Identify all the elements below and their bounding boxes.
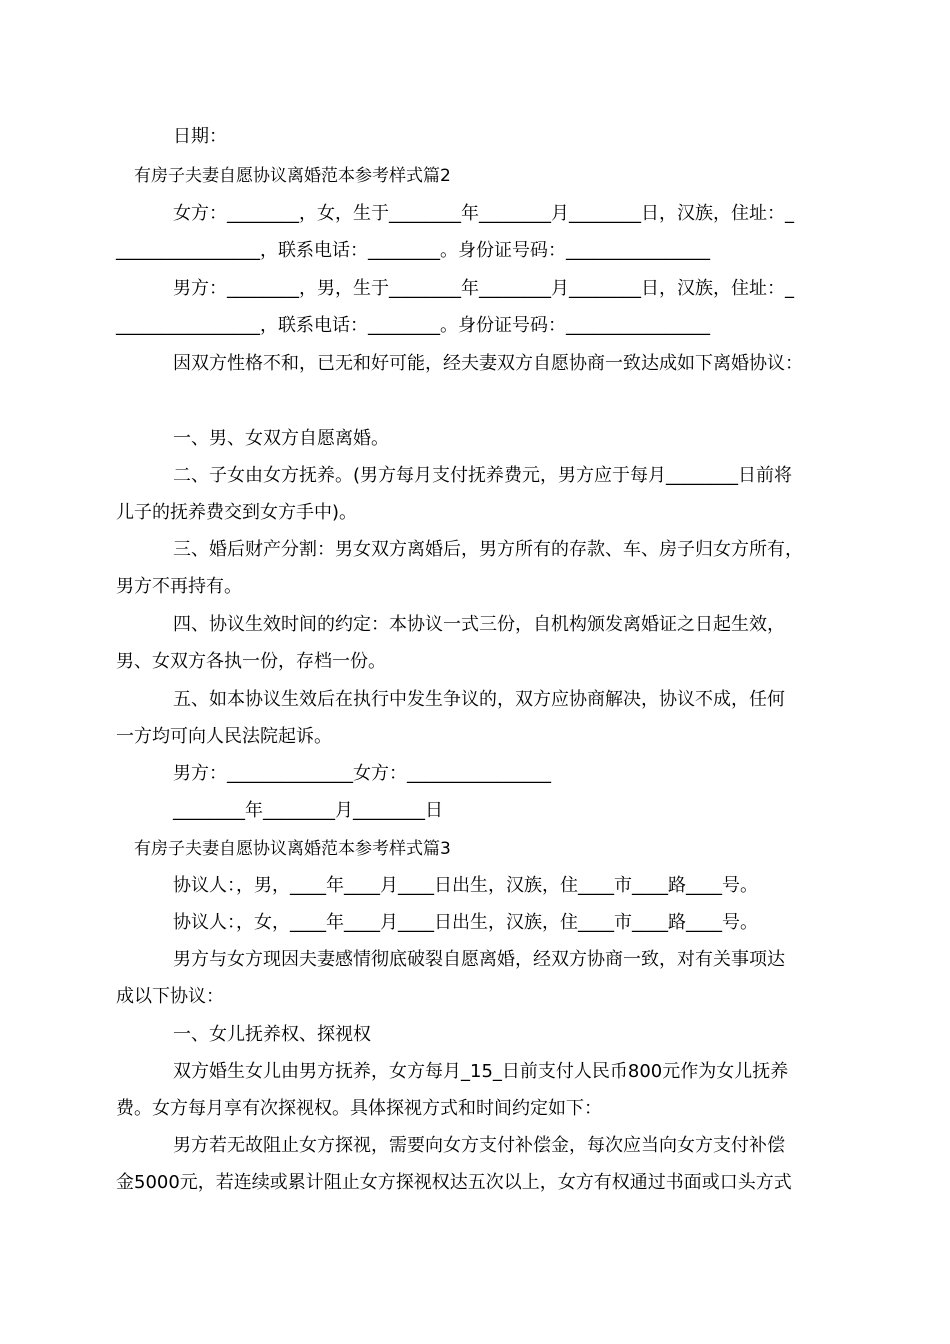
paragraph-line: 男、女双方各执一份，存档一份。 [116,651,386,672]
paragraph-line: 男方若无故阻止女方探视，需要向女方支付补偿金，每次应当向女方支付补偿 [173,1135,785,1156]
paragraph-line: 四、协议生效时间的约定：本协议一式三份，自机构颁发离婚证之日起生效， [173,614,785,635]
paragraph-line: 二、子女由女方抚养。(男方每月支付抚养费元，男方应于每月________日前将 [173,465,793,486]
paragraph-line: 费。女方每月享有次探视权。具体探视方式和时间约定如下： [116,1098,602,1119]
section-title: 有房子夫妻自愿协议离婚范本参考样式篇3 [134,839,451,859]
paragraph-line: 女方：________，女，生于________年________月________日，汉族，住址：_ [173,203,794,224]
date-label: 日期： [173,126,227,147]
paragraph-line: 三、婚后财产分割：男女双方离婚后，男方所有的存款、车、房子归女方所有， [173,539,803,560]
paragraph-line: 五、如本协议生效后在执行中发生争议的，双方应协商解决，协议不成，任何 [173,689,785,710]
paragraph-line: 协议人：，女，____年____月____日出生，汉族，住____市____路____号。 [173,912,758,933]
paragraph-line: 金5000元，若连续或累计阻止女方探视权达五次以上，女方有权通过书面或口头方式 [116,1172,792,1193]
paragraph-line: 男方不再持有。 [116,576,242,597]
paragraph-line: 男方：________，男，生于________年________月________日，汉族，住址：_ [173,278,794,299]
paragraph-line: 一方均可向人民法院起诉。 [116,726,332,747]
paragraph-line: 成以下协议： [116,986,224,1007]
signature-line: 男方：______________女方：________________ [173,763,551,784]
paragraph-line: 因双方性格不和，已无和好可能，经夫妻双方自愿协商一致达成如下离婚协议： [173,353,803,374]
paragraph-line: 协议人：，男，____年____月____日出生，汉族，住____市____路____号。 [173,875,758,896]
paragraph-line: 男方与女方现因夫妻感情彻底破裂自愿离婚，经双方协商一致，对有关事项达 [173,949,785,970]
paragraph-line: 儿子的抚养费交到女方手中)。 [116,502,358,523]
paragraph-line: 一、男、女双方自愿离婚。 [173,428,389,449]
paragraph-line: 双方婚生女儿由男方抚养，女方每月_15_日前支付人民币800元作为女儿抚养 [173,1061,789,1082]
section-title: 有房子夫妻自愿协议离婚范本参考样式篇2 [134,166,451,186]
date-line: ________年________月________日 [173,800,443,821]
paragraph-line: ________________，联系电话：________。身份证号码：________________ [116,315,710,336]
paragraph-line: ________________，联系电话：________。身份证号码：________________ [116,240,710,261]
paragraph-line: 一、女儿抚养权、探视权 [173,1024,371,1045]
